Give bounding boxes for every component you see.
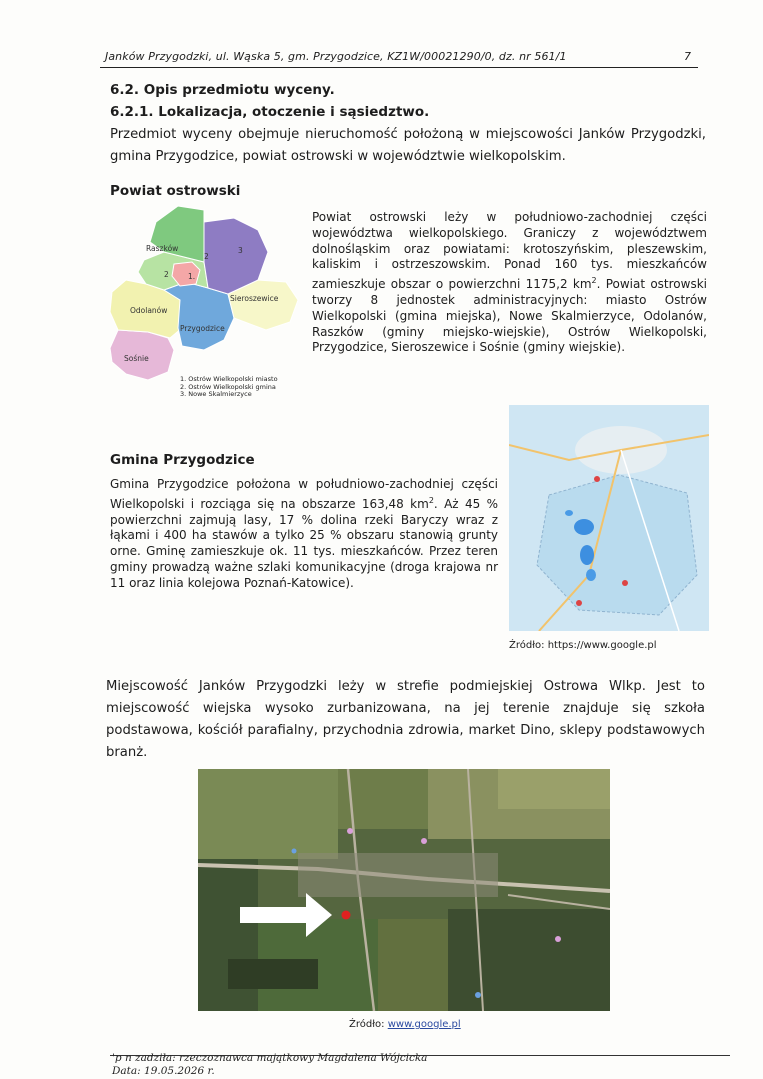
powiat-text-b: . Powiat ostrowski tworzy 8 jednostek administracyjnych: miasto Ostrów Wielkopolski (gmina miejska), Nowe Skalmierzyce, Odolanów, Raszków (gminy miejsko-wiejskie), Ostrów Wielkopolski, Przygodzice, Sieroszewice i Sośnie (gminy wiejskie). <box>312 277 707 355</box>
map-legend <box>180 376 278 399</box>
gmina-text-sup: 2 <box>428 495 434 505</box>
intro-paragraph: Przedmiot wyceny obejmuje nieruchomość położoną w miejscowości Janków Przygodzki, gmina Przygodzice, powiat ostrowski w województwie wielkopolskim. <box>110 127 706 164</box>
gmina-heading: Gmina Przygodzice <box>110 452 255 468</box>
gmina-text-a: Gmina Przygodzice położona w południowo-zachodniej części Wielkopolski i rozciąga się na obszarze 163,48 km <box>110 477 498 511</box>
location-paragraph: Miejscowość Janków Przygodzki leży w strefie podmiejskiej Ostrowa Wlkp. Jest to miejscowość wiejska wysoko zurbanizowana, na jej terenie znajduje się szkoła podstawowa, kościół parafialny, przychodnia zdrowia, market Dino, sklepy podstawowych branż. <box>106 679 705 760</box>
map-label-1: 1. <box>188 272 196 281</box>
map-label-przygodzice: Przygodzice <box>180 324 225 333</box>
gmina-map-graphic <box>509 405 709 631</box>
photo-source-link[interactable]: www.google.pl <box>387 1019 461 1030</box>
map-label-raszkow: Raszków <box>146 244 179 253</box>
satellite-graphic <box>198 769 610 1011</box>
photo-source <box>349 1019 461 1030</box>
powiat-text-sup: 2 <box>591 276 597 286</box>
powiat-paragraph <box>312 210 707 356</box>
powiat-text-a: Powiat ostrowski leży w południowo-zachodniej części województwa wielkopolskiego. Graniczy z województwem dolnośląskim oraz powiatami: krotoszyńskim, pleszewskim, kaliskim i ostrzeszowskim. Ponad 160 tys. mieszkańców zamieszkuje obszar o powierzchni 1175,2 km <box>312 210 707 292</box>
page-number: 7 <box>684 50 691 63</box>
map-legend-item: 1. Ostrów Wielkopolski miasto <box>180 375 278 383</box>
map-label-sosnie: Sośnie <box>124 354 149 363</box>
gmina-map <box>509 405 709 631</box>
map-label-2: 2 <box>204 252 209 261</box>
header-rule <box>100 67 698 68</box>
map-legend-item: 3. Nowe Skalmierzyce <box>180 390 252 398</box>
pond <box>574 519 594 535</box>
page-header: Janków Przygodzki, ul. Wąska 5, gm. Przygodzice, KZ1W/00021290/0, dz. nr 561/1 <box>105 50 567 63</box>
satellite-photo <box>198 769 610 1011</box>
powiat-map <box>108 200 308 405</box>
powiat-heading: Powiat ostrowski <box>110 183 241 199</box>
pond <box>580 545 594 565</box>
section-title: 6.2. Opis przedmiotu wyceny. <box>110 82 335 98</box>
map-legend-item: 2. Ostrów Wielkopolski gmina <box>180 382 276 391</box>
map-label-2b: 2 <box>164 270 169 279</box>
map-label-3: 3 <box>238 246 243 255</box>
photo-source-prefix: Źródło: <box>349 1019 388 1030</box>
map-label-odolanow: Odolanów <box>130 306 168 315</box>
gmina-paragraph <box>110 477 498 592</box>
footer-author: 'p n zadziła: rzeczoznawca majątkowy Magdalena Wójcicka <box>112 1052 428 1064</box>
section-subtitle: 6.2.1. Lokalizacja, otoczenie i sąsiedztwo. <box>110 104 430 120</box>
pond <box>586 569 596 581</box>
map-label-sieroszewice: Sieroszewice <box>230 294 279 303</box>
region-raszkow <box>150 206 204 262</box>
location-pin-icon <box>342 911 351 920</box>
gmina-text-b: . Aż 45 % powierzchni zajmują lasy, 17 % dolina rzeki Baryczy wraz z łąkami i 400 ha stawów a tylko 25 % obszaru stanowią grunty orne. Gminę zamieszkuje ok. 11 tys. mieszkańców. Przez teren gminy prowadzą ważne szlaki komunikacyjne (droga krajowa nr 11 oraz linia kolejowa Poznań-Katowice). <box>110 496 499 590</box>
footer-date: Data: 19.05.2026 r. <box>112 1065 215 1077</box>
gmina-map-source: Źródło: https://www.google.pl <box>509 640 657 651</box>
